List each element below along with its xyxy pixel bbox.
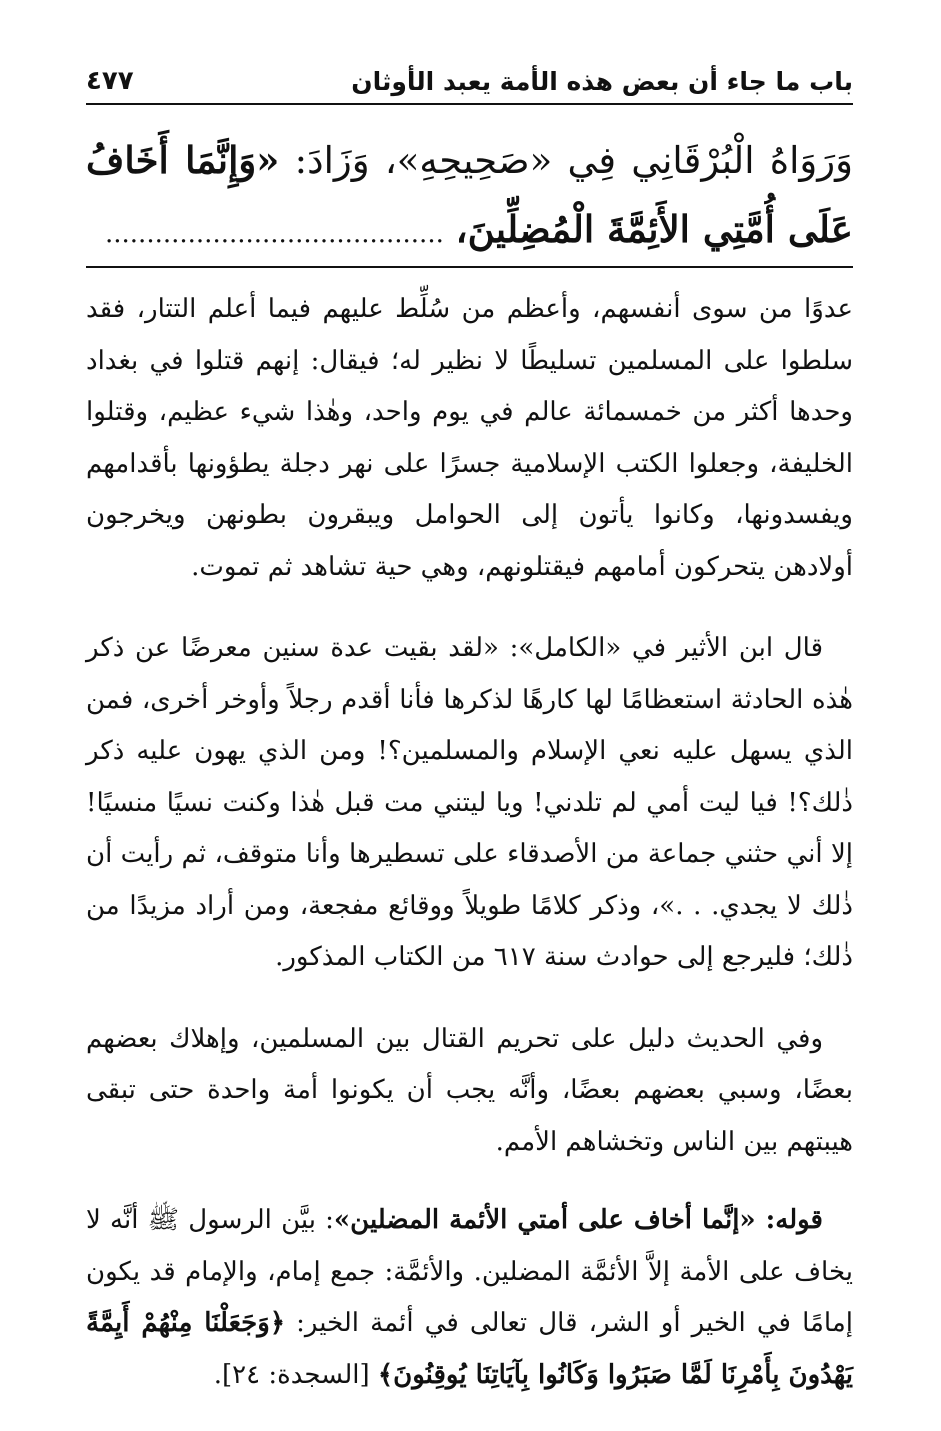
quran-verse: ﴿وَجَعَلْنَا مِنْهُمْ أَيِمَّةً يَهْدُونَ بِأَمْرِنَا لَمَّا صَبَرُوا وَكَانُوا بِآيَاتِنَا يُوقِنُونَ﴾ [86,1308,853,1390]
page-number: ٤٧٧ [86,66,134,96]
commentary-paragraph: عدوًا من سوى أنفسهم، وأعظم من سُلِّط عليهم فيما أعلم التتار، فقد سلطوا على المسلمين تسليطًا لا نظير له؛ فيقال: إنهم قتلوا في بغداد وحدها أكثر من خمسمائة عالم في يوم واحد، وهٰذا شيء عظيم، وقتلوا الخليفة، وجعلوا الكتب الإسلامية جسرًا على نهر دجلة يطؤونها بأقدامهم ويفسدونها، وكانوا يأتون إلى الحوامل ويبقرون بطونهن ويخرجون أولادهن يتحركون أمامهم فيقتلونهم، وهي حية تشاهد ثم تموت. [86,294,853,582]
hadith-intro: وَرَوَاهُ الْبُرْقَانِي فِي «صَحِيحِهِ»، وَزَادَ: [279,139,853,182]
paragraph-body: : بيَّن الرسول ﷺ أنَّه لا يخاف على الأمة إلاَّ الأئمَّة المضلين. والأئمَّة: جمع إمام، والإمام قد يكون إمامًا في الخير أو الشر، قال تعالى في أئمة الخير: [86,1205,853,1338]
commentary-paragraph [86,1195,853,1401]
chapter-title: باب ما جاء أن بعض هذه الأمة يعبد الأوثان [351,67,853,96]
running-header [86,56,853,96]
header-rule [86,103,853,105]
commentary-paragraph: قال ابن الأثير في «الكامل»: «لقد بقيت عدة سنين معرضًا عن ذكر هٰذه الحادثة استعظامًا لها كارهًا لذكرها فأنا أقدم رجلاً وأوخر أخرى، فمن الذي يسهل عليه نعي الإسلام والمسلمين؟! ومن الذي يهون عليه ذكر ذٰلك؟! فيا ليت أمي لم تلدني! ويا ليتني مت قبل هٰذا وكنت نسيًا منسيًا! إلا أني حثني جماعة من الأصدقاء على تسطيرها وأنا متوقف، ثم رأيت أن ذٰلك لا يجدي. . .»، وذكر كلامًا طويلاً ووقائع مفجعة، ومن أراد مزيدًا من ذٰلك؛ فليرجع إلى حوادث سنة ٦١٧ من الكتاب المذكور. [86,633,853,972]
hadith-text [86,126,853,268]
hadith-ellipsis: ......................................... [105,219,444,249]
quoted-phrase: قوله: «إنَّما أخاف على أمتي الأئمة المضلين» [333,1205,823,1235]
section-rule [86,266,853,268]
commentary-paragraph: وفي الحديث دليل على تحريم القتال بين المسلمين، وإهلاك بعضهم بعضًا، وسبي بعضهم بعضًا، وأنَّه يجب أن يكونوا أمة واحدة حتى تبقى هيبتهم بين الناس وتخشاهم الأمم. [86,1023,853,1157]
hadith-quote: «وَإِنَّمَا أَخَافُ عَلَى أُمَّتِي الأَئِمَّةَ الْمُضِلِّينَ، [86,138,853,251]
commentary [86,284,853,1431]
verse-reference: [السجدة: ٢٤]. [213,1359,378,1390]
